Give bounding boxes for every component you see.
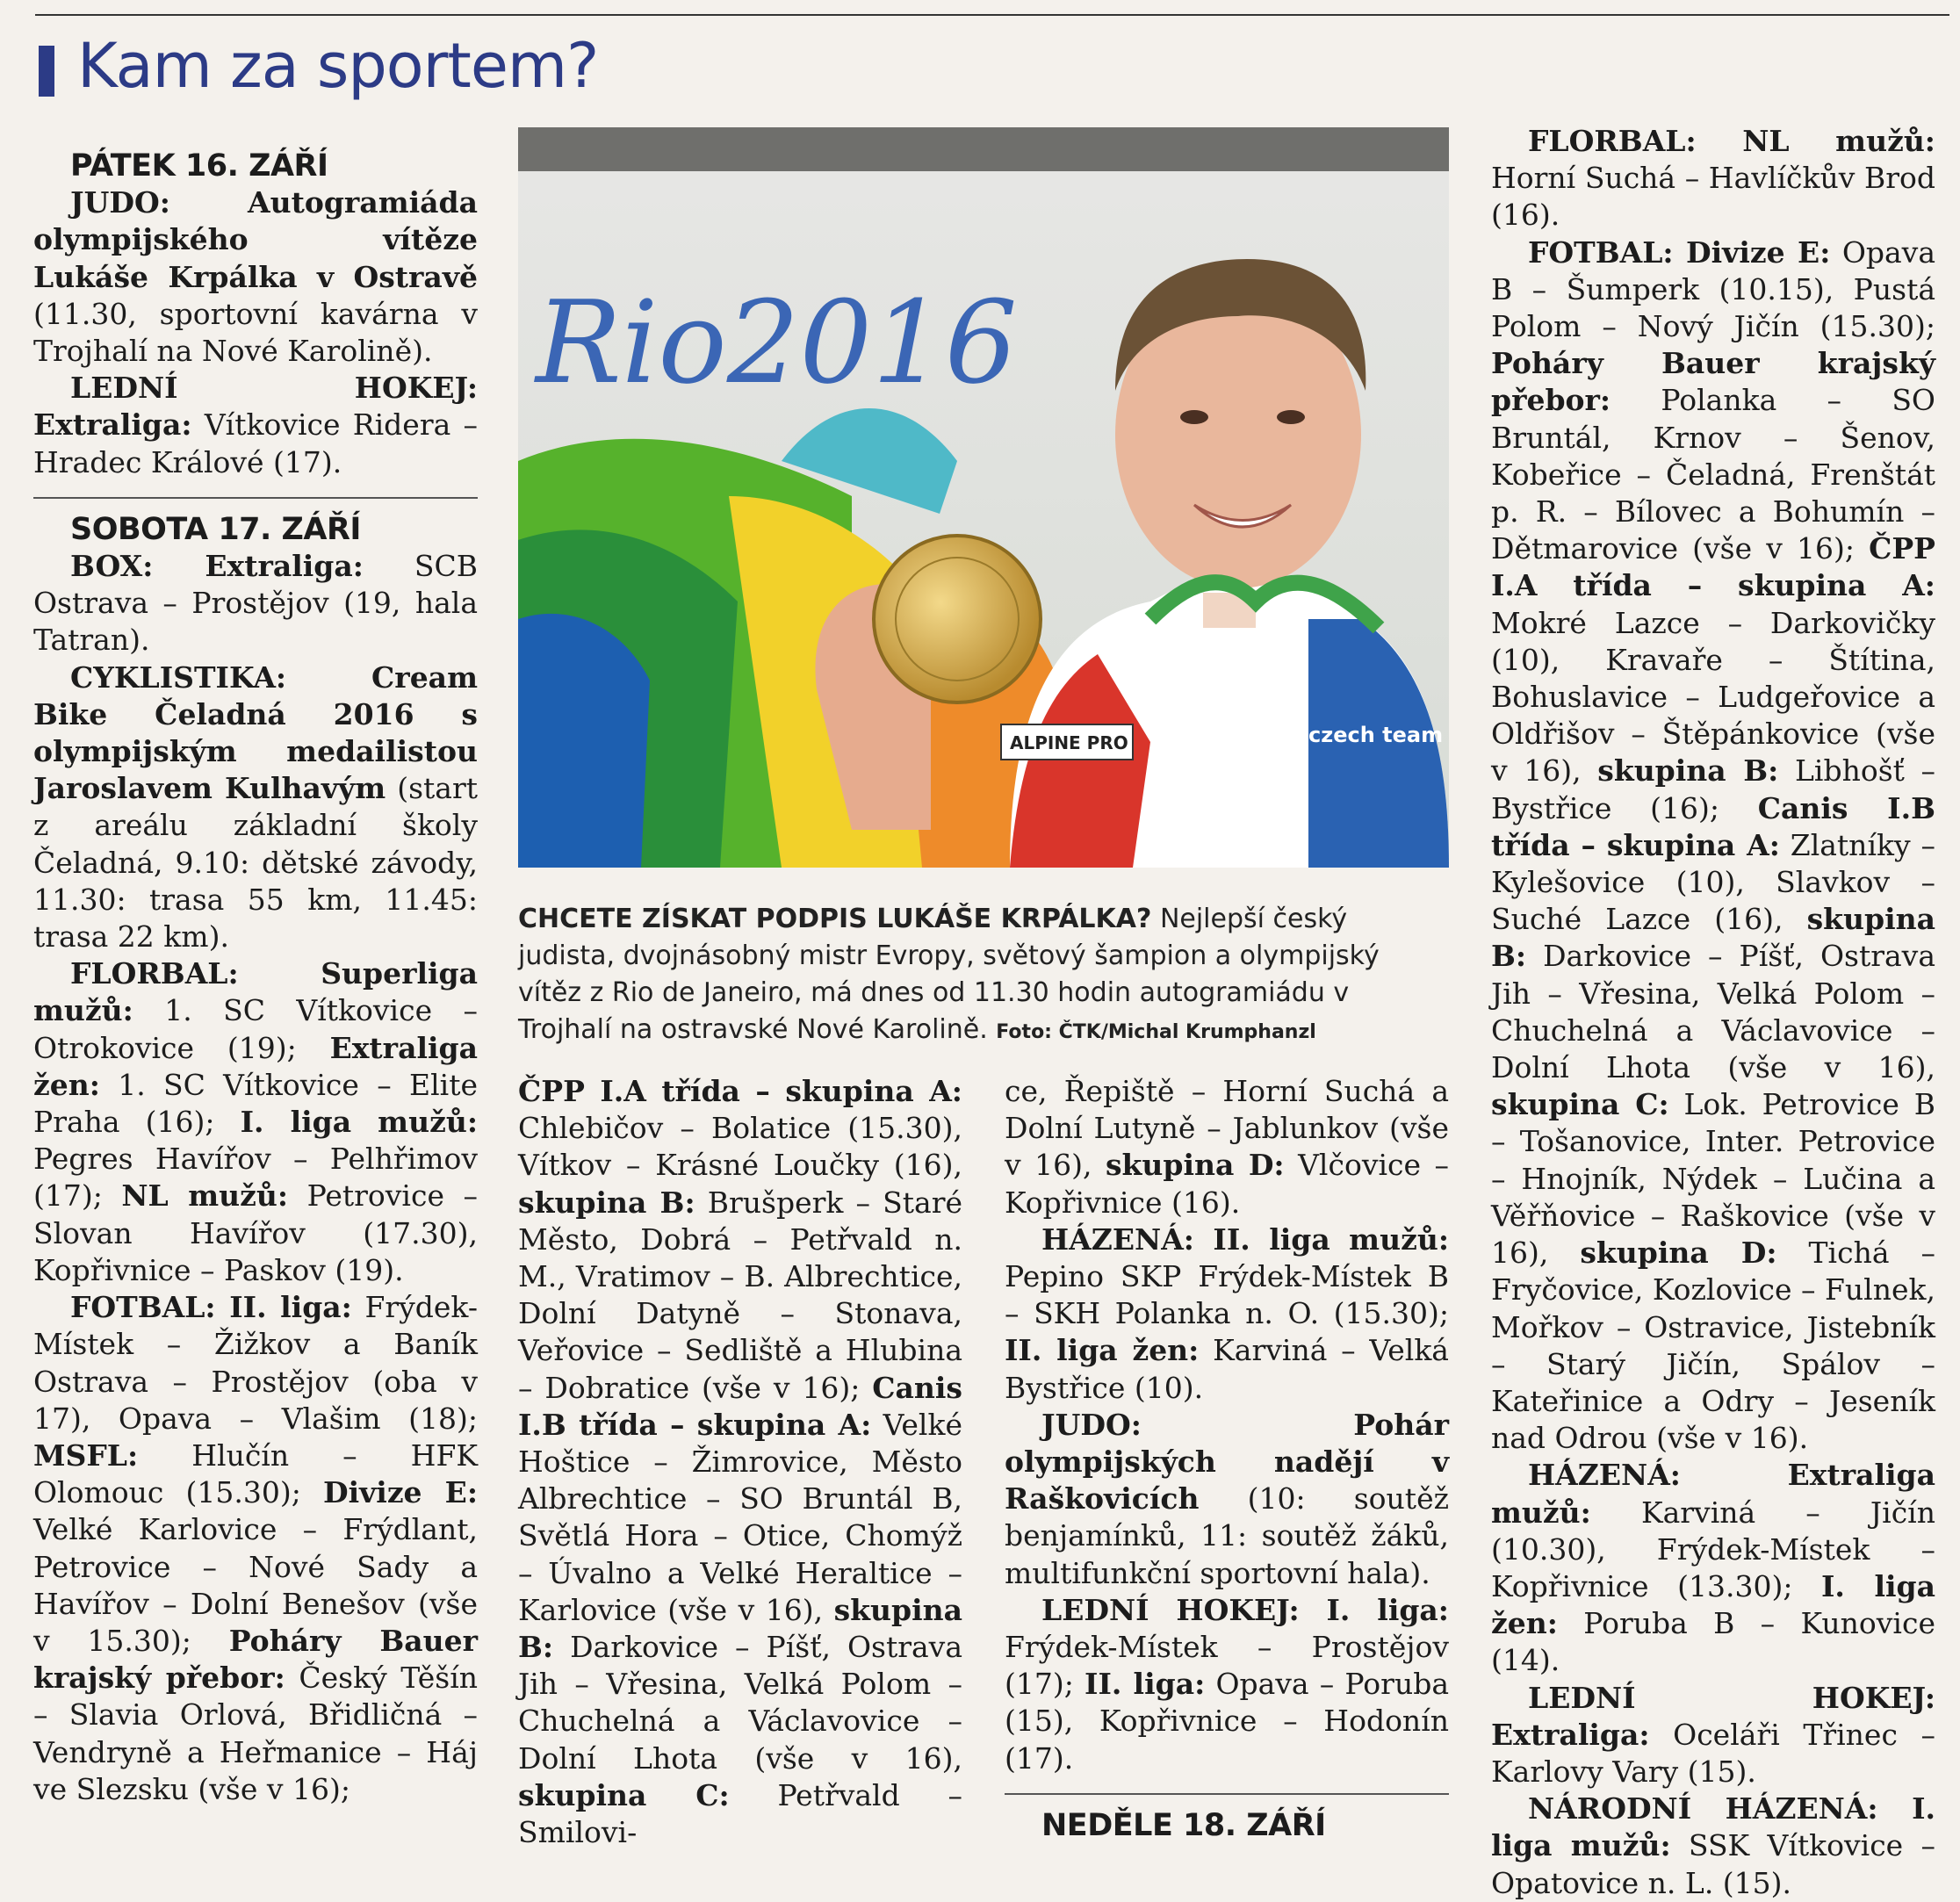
listing-hokej-liga: LEDNÍ HOKEJ: I. liga: Frýdek-Místek – Prostějov (17); II. liga: Opava – Poruba (15), Kopřivnice – Hodonín (17).: [1005, 1592, 1449, 1776]
listing-florbal-nl: FLORBAL: NL mužů: Horní Suchá – Havlíčkův Brod (16).: [1491, 124, 1935, 233]
listing-hokej: LEDNÍ HOKEJ: Extraliga: Vítkovice Ridera – Hradec Králové (17).: [33, 371, 479, 479]
divider: [1005, 1793, 1449, 1795]
listing-narodni-hazena: NÁRODNÍ HÁZENÁ: I. liga mužů: SSK Vítkovice – Opatovice n. L. (15).: [1491, 1791, 1935, 1900]
listing-fotbal-sun: FOTBAL: Divize E: Opava B – Šumperk (10.15), Pustá Polom – Nový Jičín (15.30); Poháry Bauer krajský přebor: Polanka – SO Bruntál, Krnov – Šenov, Kobeřice – Čeladná, Frenštát p. R. – Bílovec a Bohumín – Dětmarovice (vše v 16); ČPP I.A třída – skupina A: Mokré Lazce – Darkovičky (10), Kravaře – Štítina, Bohuslavice – Ludgeřovice a Oldřišov – Štěpánkovice (vše v 16), skupina B: Libhošť – Bystřice (16); Canis I.B třída – skupina A: Zlatníky – Kylešovice (10), Slavkov – Suché Lazce (16), skupina B: Darkovice – Píšť, Ostrava Jih – Vřesina, Velká Polom – Chuchelná a Václavovice – Dolní Lhota (vše v 16), skupina C: Lok. Petrovice B – Tošanovice, Inter. Petrovice – Hnojník, Nýdek – Lučina a Věřňovice – Raškovice (vše v 16), skupina D: Tichá – Fryčovice, Kozlovice – Fulnek, Mořkov – Ostravice, Jistebník – Starý Jičín, Spálov – Kateřinice a Odry – Jeseník nad Odrou (vše v 16).: [1491, 234, 1936, 1456]
photo-caption: [518, 901, 1449, 1051]
day-heading-friday: PÁTEK 16. ZÁŘÍ: [70, 148, 328, 184]
day-heading-saturday: SOBOTA 17. ZÁŘÍ: [70, 511, 361, 547]
column-3: [1491, 123, 1935, 1902]
column-2b: [1005, 1073, 1449, 1844]
divider: [33, 497, 478, 499]
listing-cyklistika: CYKLISTIKA: Cream Bike Čeladná 2016 s olympijským medailistou Jaroslavem Kulhavým (start z areálu základní školy Čeladná, 9.10: dětské závody, 11.30: trasa 55 km, 11.45: trasa 22 km).: [33, 659, 478, 955]
top-rule: [35, 14, 1949, 16]
listing-continued: ce, Řepiště – Horní Suchá a Dolní Lutyně – Jablunkov (vše v 16), skupina D: Vlčovice – Kopřivnice (16).: [1005, 1074, 1449, 1220]
headline-bar: [39, 46, 54, 97]
rio-logo: Rio2016: [536, 276, 1018, 409]
listing-cpp-ia: ČPP I.A třída – skupina A: Chlebičov – Bolatice (15.30), Vítkov – Krásné Loučky (16), skupina B: Brušperk – Staré Město, Dobrá – Petřvald n. M., Vratimov – B. Albrechtice, Dolní Datyně – Stonava, Veřovice – Sedliště a Hlubina – Dobratice (vše v 16); Canis I.B třída – skupina A: Velké Hoštice – Žimrovice, Město Albrechtice – SO Bruntál B, Světlá Hora – Otice, Chomýž – Úvalno a Velké Heraltice – Karlovice (vše v 16), skupina B: Darkovice – Píšť, Ostrava Jih – Vřesina, Velká Polom – Chuchelná a Václavovice – Dolní Lhota (vše v 16), skupina C: Petřvald – Smilovi-: [518, 1074, 963, 1850]
listing-florbal: FLORBAL: Superliga mužů: 1. SC Vítkovice – Otrokovice (19); Extraliga žen: 1. SC Vítkovice – Elite Praha (16); I. liga mužů: Pegres Havířov – Pelhřimov (17); NL mužů: Petrovice – Slovan Havířov (17.30), Kopřivnice – Paskov (19).: [33, 956, 478, 1287]
listing-fotbal: FOTBAL: II. liga: Frýdek-Místek – Žižkov a Baník Ostrava – Prostějov (oba v 17), Opava – Vlašim (18); MSFL: Hlučín – HFK Olomouc (15.30); Divize E: Velké Karlovice – Frýdlant, Petrovice – Nové Sady a Havířov – Dolní Benešov (vše v 15.30); Poháry Bauer krajský přebor: Český Těšín – Slavia Orlová, Břidličná – Vendryně a Heřmanice – Háj ve Slezsku (vše v 16);: [33, 1290, 479, 1806]
photo-krpalek: [518, 127, 1449, 868]
column-2a: [518, 1073, 962, 1851]
listing-hazena: HÁZENÁ: II. liga mužů: Pepino SKP Frýdek-Místek B – SKH Polanka n. O. (15.30); II. liga žen: Karviná – Velká Bystřice (10).: [1005, 1221, 1449, 1405]
listing-judo-raskovice: JUDO: Pohár olympijských nadějí v Raškovicích (10: soutěž benjamínků, 11: soutěž žáků, multifunkční sportovní hala).: [1005, 1407, 1449, 1590]
team-logo: czech team: [1308, 723, 1444, 747]
jacket-brand: ALPINE PRO: [1010, 732, 1128, 753]
listing-judo: JUDO: Autogramiáda olympijského vítěze Lukáše Krpálka v Ostravě (11.30, sportovní kavárna v Trojhalí na Nové Karolině).: [33, 185, 478, 369]
photo-credit: Foto: ČTK/Michal Krumphanzl: [996, 1021, 1316, 1043]
page-title: Kam za sportem?: [77, 30, 599, 102]
listing-hokej-extraliga: LEDNÍ HOKEJ: Extraliga: Oceláři Třinec – Karlovy Vary (15).: [1491, 1680, 1935, 1789]
caption-text: Nejlepší český judista, dvojnásobný mistr Evropy, světový šampion a olympijský vítěz z Rio de Janeiro, má dnes od 11.30 hodin autogramiádu v Trojhalí na ostravské Nové Karolině.: [518, 904, 1380, 1045]
day-heading-sunday: NEDĚLE 18. ZÁŘÍ: [1041, 1807, 1326, 1843]
listing-hazena-extraliga: HÁZENÁ: Extraliga mužů: Karviná – Jičín (10.30), Frýdek-Místek – Kopřivnice (13.30); I. liga žen: Poruba B – Kunovice (14).: [1491, 1458, 1935, 1678]
caption-lead: CHCETE ZÍSKAT PODPIS LUKÁŠE KRPÁLKA?: [518, 904, 1152, 934]
column-1: [33, 148, 478, 1808]
listing-box: BOX: Extraliga: SCB Ostrava – Prostějov (19, hala Tatran).: [33, 549, 478, 658]
